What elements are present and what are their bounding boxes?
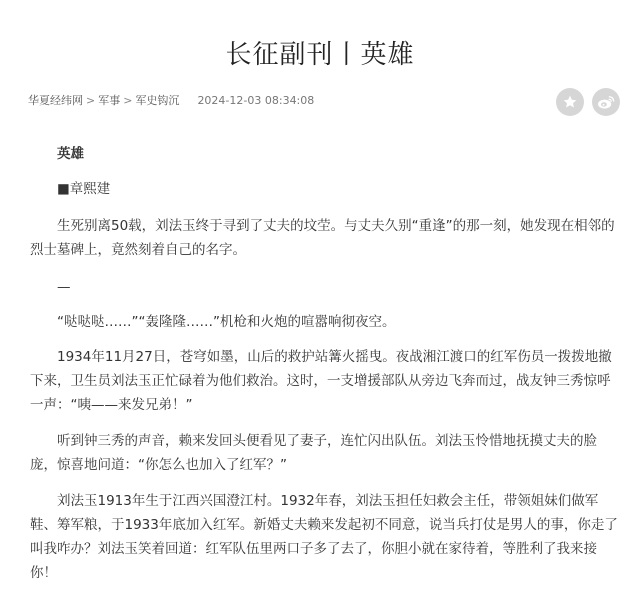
breadcrumb-separator: > — [86, 94, 96, 107]
breadcrumb-separator: > — [123, 94, 133, 107]
breadcrumb-item-site[interactable]: 华夏经纬网 — [28, 94, 83, 107]
article-subtitle: 英雄 — [57, 146, 84, 162]
star-icon — [562, 94, 578, 110]
paragraph: “哒哒哒……”“轰隆隆……”机枪和火炮的喧嚣响彻夜空。 — [57, 314, 396, 330]
favorite-button[interactable] — [556, 88, 584, 116]
article-meta — [28, 93, 314, 109]
page-title: 长征副刊丨英雄 — [225, 40, 415, 70]
paragraph: 生死别离50载，刘法玉终于寻到了丈夫的坟茔。与丈夫久别“重逢”的那一刻，她发现在相邻的烈士墓碑上，竟然刻着自己的名字。 — [30, 218, 615, 258]
weibo-share-button[interactable] — [592, 88, 620, 116]
section-divider: — — [57, 279, 71, 295]
paragraph: 听到钟三秀的声音，赖来发回头便看见了妻子，连忙闪出队伍。刘法玉怜惜地抚摸丈夫的脸庞，惊喜地问道：“你怎么也加入了红军？” — [30, 433, 597, 473]
paragraph: 1934年11月27日，苍穹如墨，山后的救护站篝火摇曳。夜战湘江渡口的红军伤员一拨拨地撤下来，卫生员刘法玉正忙碌着为他们救治。这时，一支增援部队从旁边飞奔而过，战友钟三秀惊呼一声：“咦——来发兄弟！” — [30, 349, 612, 413]
breadcrumb-item-military[interactable]: 军事 — [98, 94, 121, 107]
breadcrumb-item-history[interactable]: 军史钩沉 — [135, 94, 180, 107]
paragraph: 刘法玉1913年生于江西兴国澄江村。1932年春，刘法玉担任妇救会主任，带领姐妹们做军鞋、筹军粮，于1933年底加入红军。新婚丈夫赖来发起初不同意，说当兵打仗是男人的事，你走了叫我咋办？刘法玉笑着回道：红军队伍里两口子多了去了，你胆小就在家待着，等胜利了我来接你！ — [30, 493, 618, 581]
article-body — [30, 142, 620, 585]
publish-date: 2024-12-03 08:34:08 — [197, 94, 315, 107]
weibo-icon — [597, 94, 615, 110]
article-author: ■章熙建 — [57, 181, 111, 197]
